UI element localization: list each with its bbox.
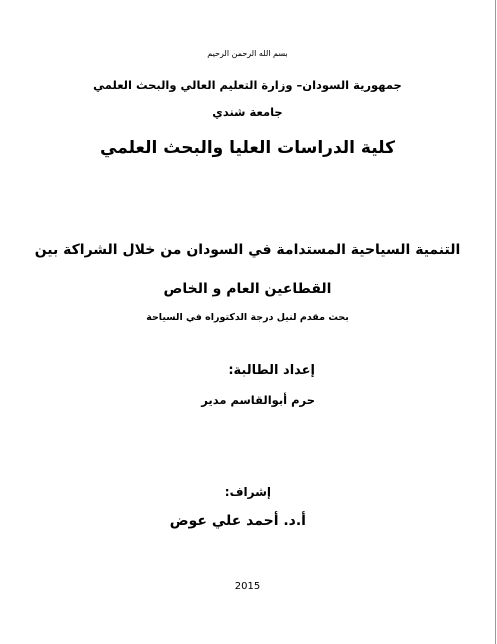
ministry-heading: جمهورية السودان– وزارة التعليم العالي والبحث العلمي [93, 78, 402, 92]
student-name: حرم أبوالقاسم مدير [201, 393, 315, 407]
thesis-title-line-1: التنمية السياحية المستدامة في السودان من خلال الشراكة بين [34, 242, 461, 258]
thesis-subtitle: بحث مقدم لنيل درجة الدكتوراه في السياحة [146, 312, 349, 323]
university-name: جامعة شندي [212, 105, 283, 119]
thesis-title-line-2: القطاعين العام و الخاص [163, 281, 332, 297]
supervision-label: إشراف: [224, 485, 271, 499]
supervisor-name: أ.د. أحمد علي عوض [169, 513, 306, 529]
faculty-name: كلية الدراسات العليا والبحث العلمي [100, 138, 395, 158]
basmala: بسم الله الرحمن الرحيم [207, 49, 288, 58]
year: 2015 [234, 581, 261, 592]
preparation-label: إعداد الطالبة: [228, 363, 315, 378]
